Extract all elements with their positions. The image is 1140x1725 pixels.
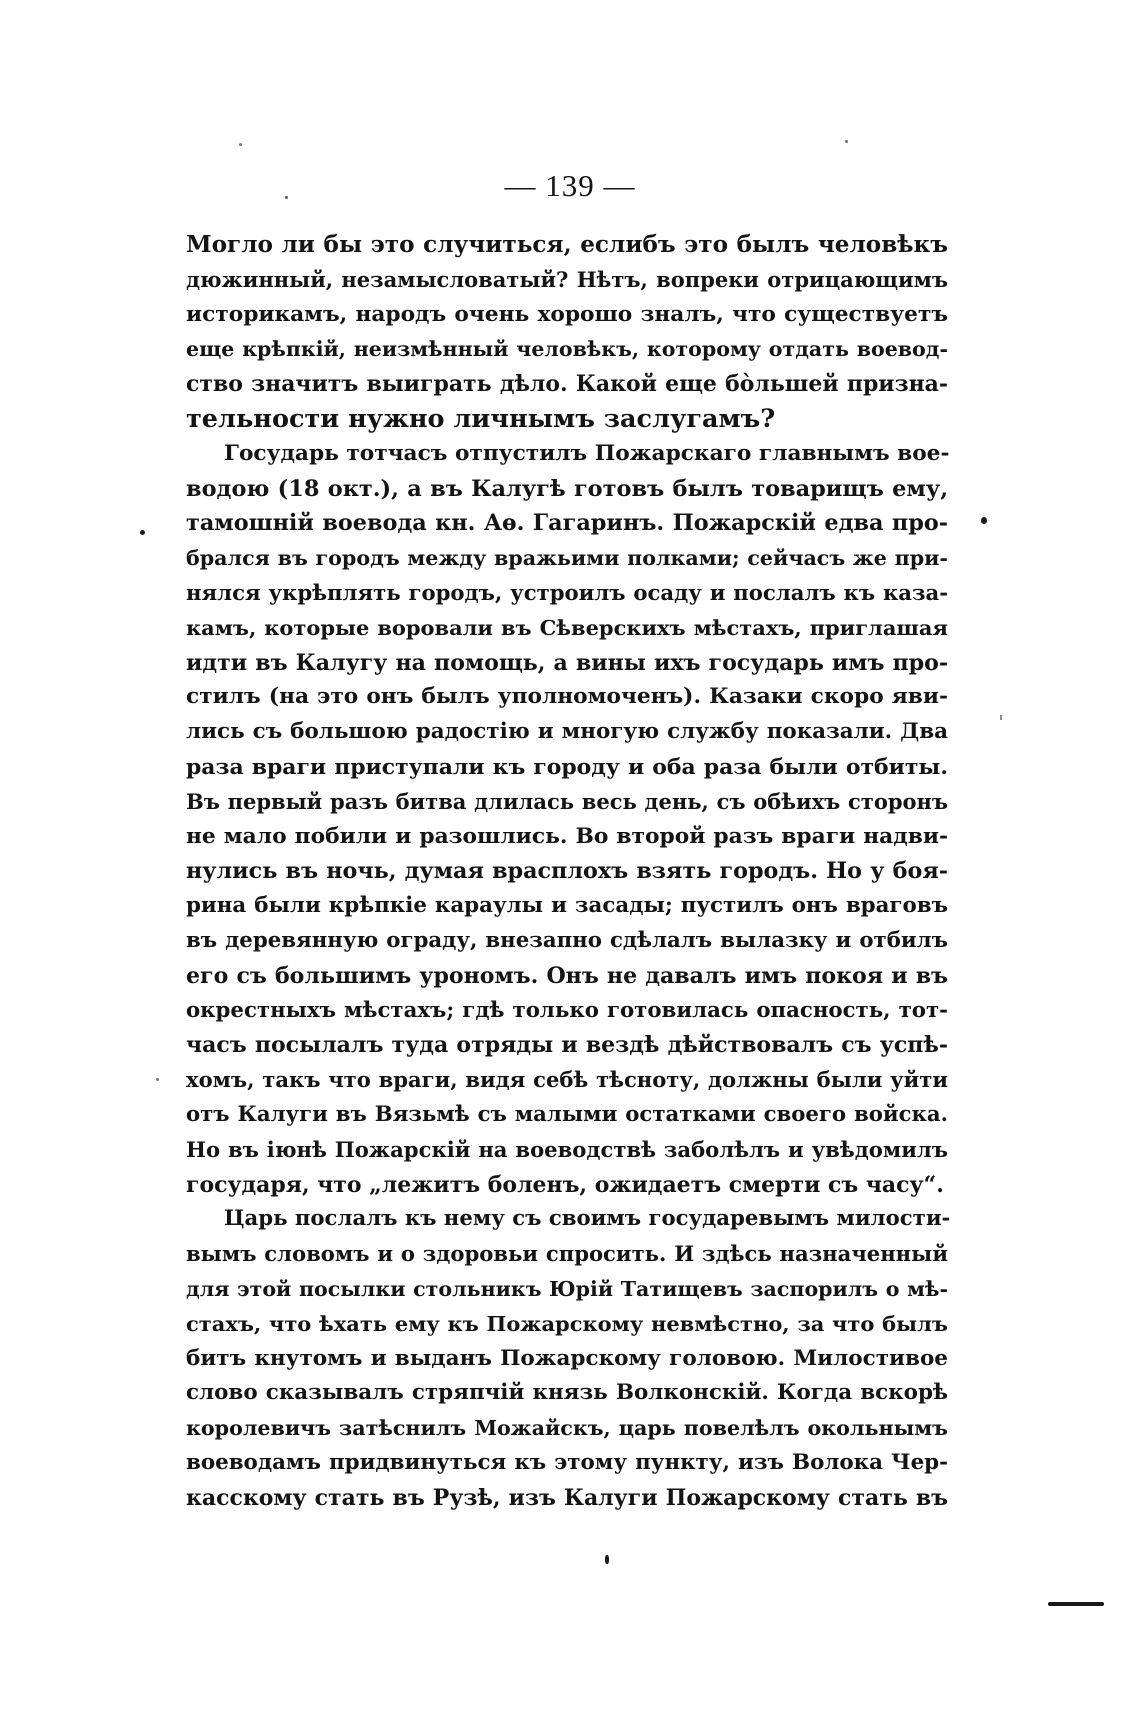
text-line: касскому стать въ Рузѣ, изъ Калуги Пожарскому стать въ [186,1484,948,1511]
page-number: — 139 — [504,168,636,203]
paragraph-3 [186,1202,951,1515]
text-line: Царь послалъ къ нему съ своимъ государевымъ милости- [224,1206,951,1232]
ink-speck [845,140,848,143]
ink-speck [285,196,288,199]
text-line: окрестныхъ мѣстахъ; гдѣ только готовилась опасность, тот- [186,997,948,1023]
text-line: ство значитъ выиграть дѣло. Какой еще бо̀льшей призна- [186,371,948,398]
text-line: вымъ словомъ и о здоровьи спросить. И здѣсь назначенный [186,1241,948,1267]
text-line: государя, что „лежитъ боленъ, ожидаетъ смерти съ часу“. [186,1171,944,1198]
paragraph-1 [186,228,948,437]
ink-speck [605,1555,609,1564]
text-line: битъ кнутомъ и выданъ Пожарскому головою. Милостивое [186,1345,948,1371]
text-line: лись съ большою радостію и многую службу показали. Два [186,719,948,745]
text-line: дюжинный, незамысловатый? Нѣтъ, вопреки отрицающимъ [186,266,948,292]
text-line: стахъ, что ѣхать ему къ Пожарскому невмѣстно, за что былъ [186,1310,948,1336]
text-line: его съ большимъ урономъ. Онъ не давалъ имъ покоя и въ [186,962,948,989]
text-line: тельности нужно личнымъ заслугамъ? [186,403,776,434]
text-line: рина были крѣпкіе караулы и засады; пустилъ онъ враговъ [186,893,948,919]
ink-speck [239,143,242,146]
paragraph-2 [186,437,948,1203]
text-line: водою (18 окт.), а въ Калугѣ готовъ былъ товарищъ ему, [186,475,948,502]
text-line: камъ, которые воровали въ Сѣверскихъ мѣстахъ, приглашая [186,614,948,640]
text-line: королевичъ затѣснилъ Можайскъ, царь повелѣлъ окольнымъ [186,1416,948,1441]
scan-edge-rule [1048,1602,1104,1606]
text-line: слово сказывалъ стряпчій князь Волконскій. Когда вскорѣ [186,1380,948,1406]
text-line: идти въ Калугу на помощь, а вины ихъ государь имъ про- [186,649,948,676]
text-line: воеводамъ придвинуться къ этому пункту, изъ Волока Чер- [186,1449,948,1475]
ink-speck [140,530,145,535]
text-line: Государь тотчасъ отпустилъ Пожарскаго главнымъ вое- [224,440,950,466]
text-line: тамошній воевода кн. Аѳ. Гагаринъ. Пожарскій едва про- [186,510,948,537]
page-text [186,228,951,1515]
ink-speck [1000,715,1002,720]
text-line: часъ посылалъ туда отряды и вездѣ дѣйствовалъ съ успѣ- [186,1032,948,1059]
text-line: для этой посылки стольникъ Юрій Татищевъ заспорилъ о мѣ- [186,1276,948,1301]
ink-speck [981,517,987,524]
text-line: еще крѣпкій, неизмѣнный человѣкъ, которому отдать воевод- [186,337,948,362]
text-line: въ деревянную ограду, внезапно сдѣлалъ вылазку и отбилъ [186,927,948,953]
text-line: нулись въ ночь, думая врасплохъ взять городъ. Но у боя- [186,858,948,885]
text-line: раза враги приступали къ городу и оба раза были отбиты. [186,753,948,780]
text-line: отъ Калуги въ Вязьмѣ съ малыми остатками своего войска. [186,1101,948,1127]
text-line: нялся укрѣплять городъ, устроилъ осаду и послалъ къ каза- [186,579,948,605]
text-line: Въ первый разъ битва длилась весь день, съ обѣихъ сторонъ [186,788,948,814]
text-line: Но въ іюнѣ Пожарскій на воеводствѣ заболѣлъ и увѣдомилъ [186,1136,948,1162]
text-line: Могло ли бы это случиться, еслибъ это былъ человѣкъ [186,231,948,258]
text-line: хомъ, такъ что враги, видя себѣ тѣсноту, должны были уйти [186,1067,948,1093]
text-line: историкамъ, народъ очень хорошо зналъ, что существуетъ [186,301,948,327]
ink-speck [156,1078,159,1081]
text-line: стилъ (на это онъ былъ уполномоченъ). Казаки скоро яви- [186,684,948,710]
text-line: брался въ городъ между вражьими полками; сейчасъ же при- [186,546,948,571]
text-line: не мало побили и разошлись. Во второй разъ враги надви- [186,823,948,849]
